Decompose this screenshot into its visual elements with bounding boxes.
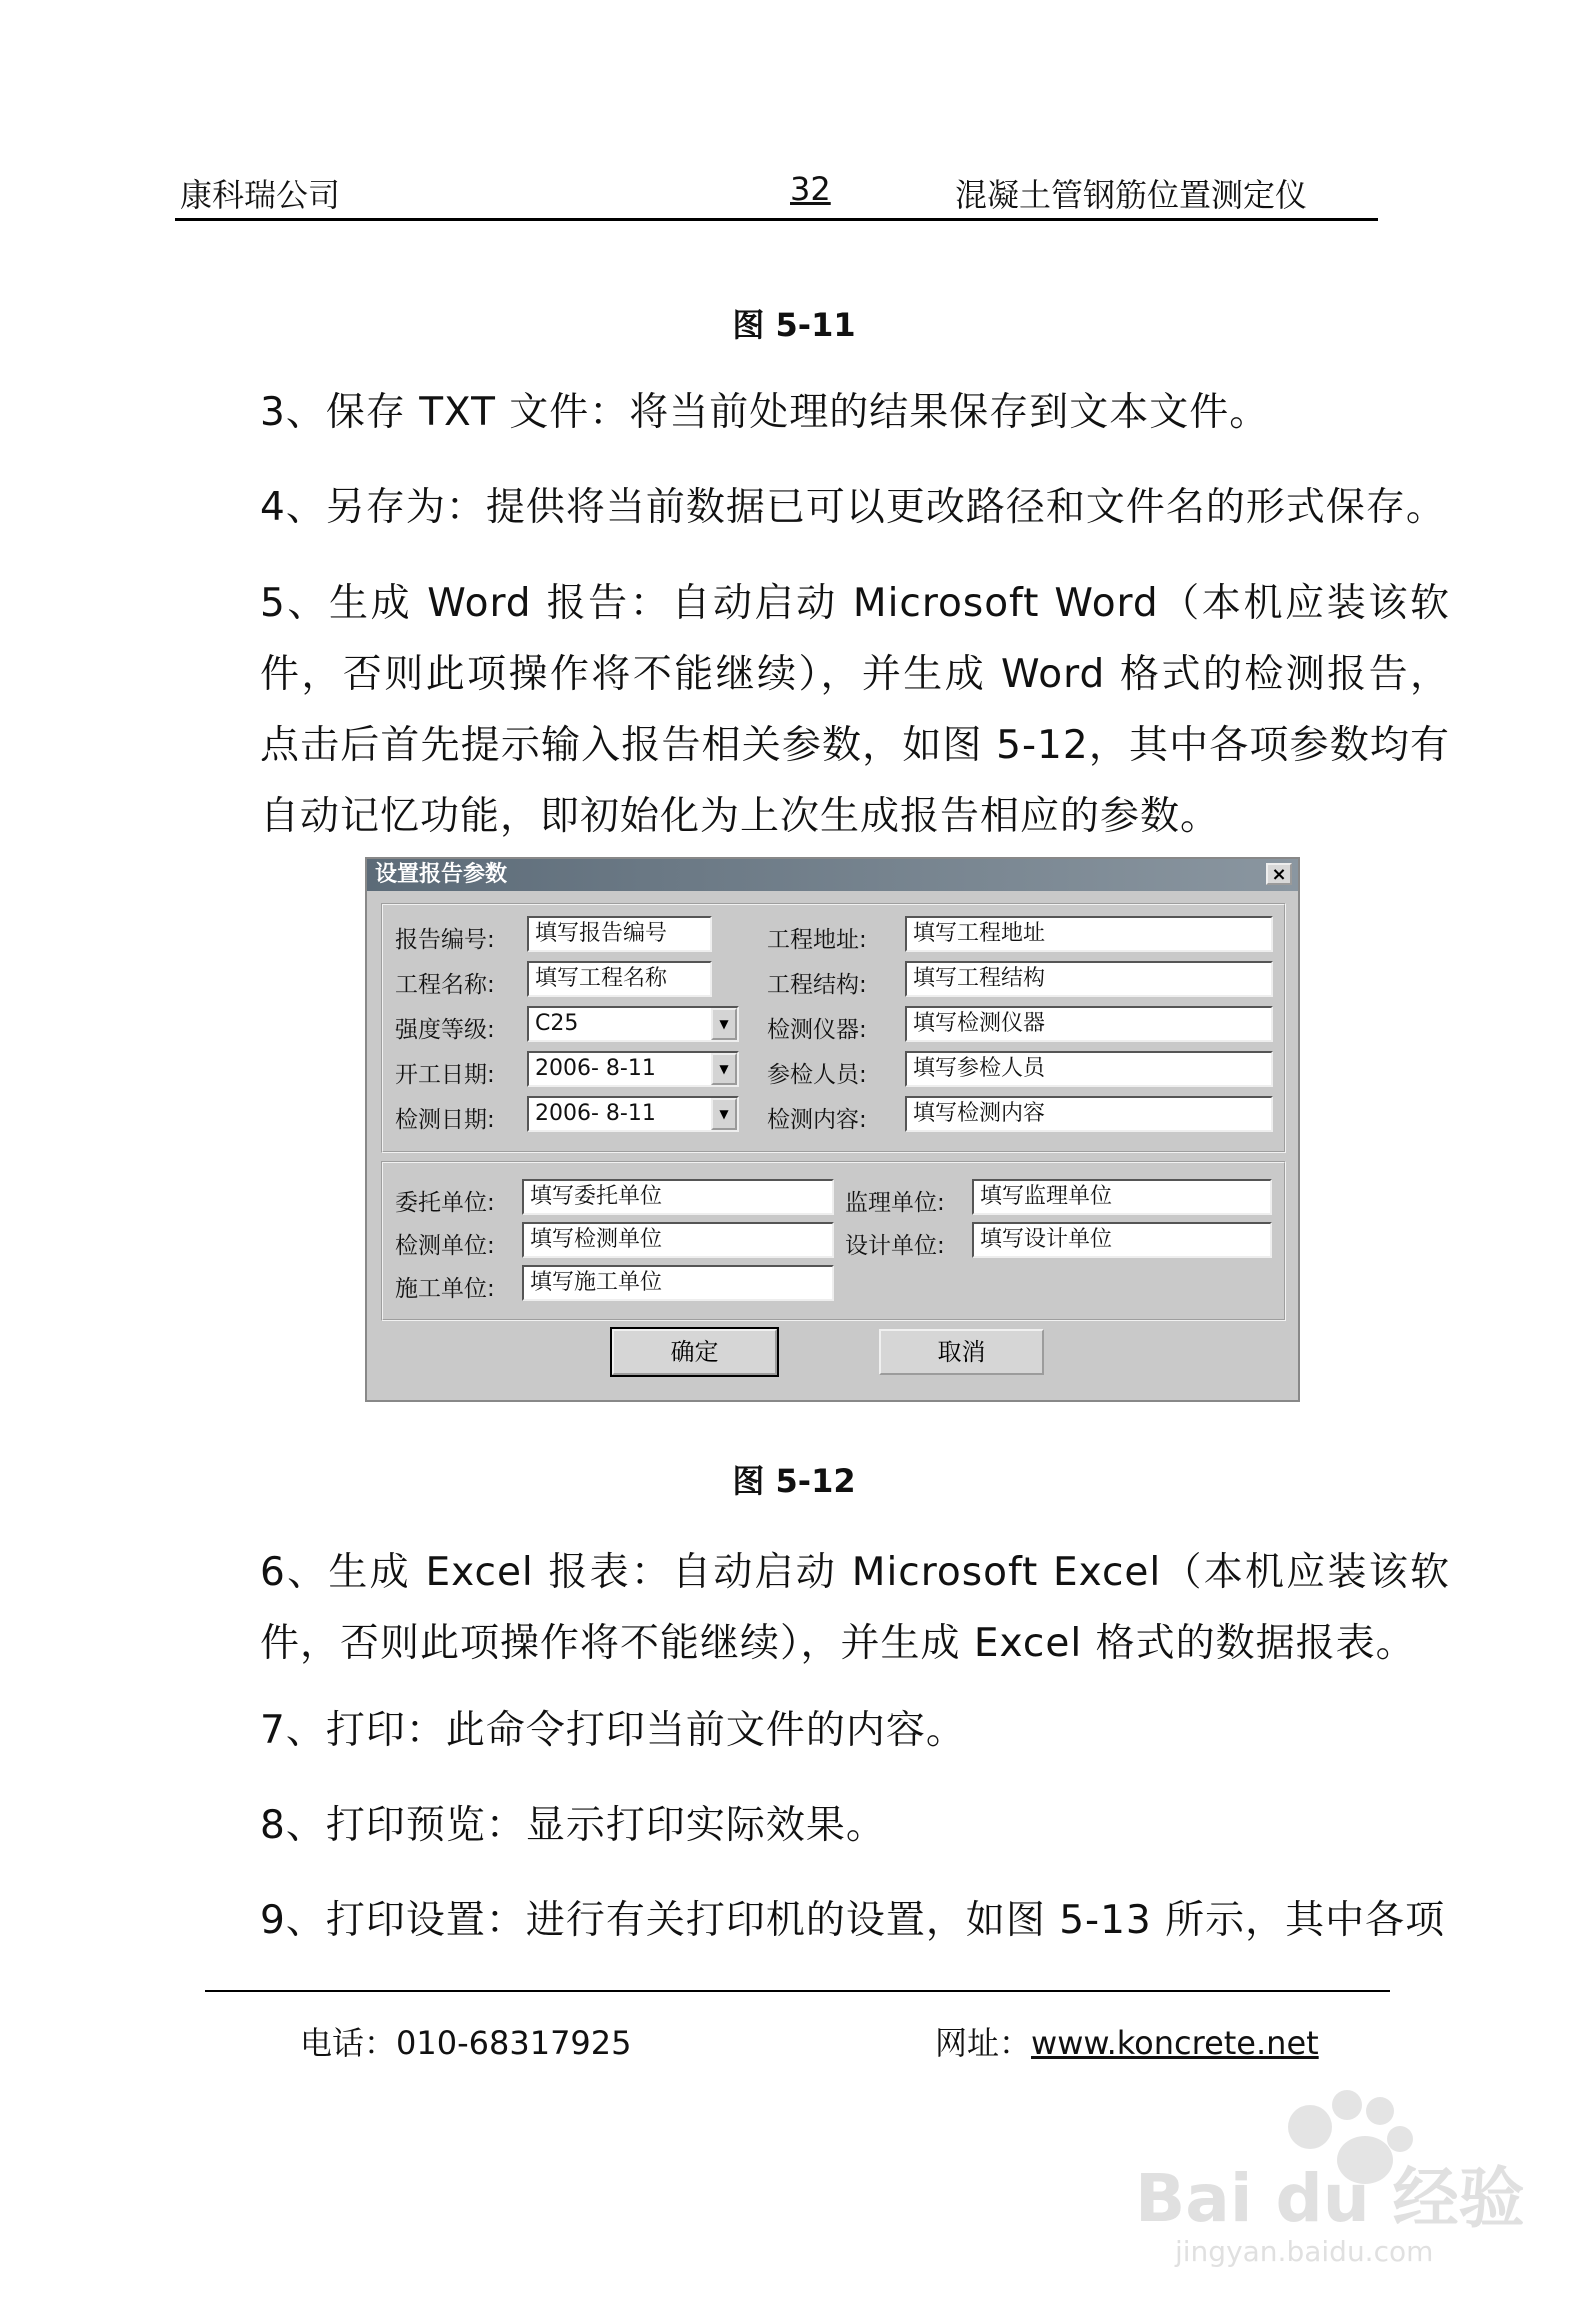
- header-company: 康科瑞公司: [180, 176, 341, 214]
- header-product: 混凝土管钢筋位置测定仪: [955, 176, 1308, 214]
- project-address-input[interactable]: 填写工程地址: [905, 916, 1273, 952]
- inspectors-input[interactable]: 填写参检人员: [905, 1051, 1273, 1087]
- footer-phone: 电话：010-68317925: [300, 2024, 632, 2062]
- field-label-report-no: 报告编号:: [395, 927, 495, 953]
- field-label-supervision-unit: 监理单位:: [845, 1190, 945, 1216]
- project-name-input[interactable]: 填写工程名称: [527, 961, 712, 997]
- field-label-project-address: 工程地址:: [767, 927, 867, 953]
- supervision-unit-input[interactable]: 填写监理单位: [972, 1179, 1272, 1215]
- strength-grade-value: C25: [535, 1011, 579, 1036]
- baidu-watermark: [1135, 2075, 1525, 2275]
- report-no-input[interactable]: 填写报告编号: [527, 916, 712, 952]
- paragraph-word-report: 5、生成 Word 报告：自动启动 Microsoft Word（本机应装该软件，否则此项操作将不能继续），并生成 Word 格式的检测报告，点击后首先提示输入报告相关参数，如图 5-12，其中各项参数均有自动记忆功能，即初始化为上次生成报告相应的参数。: [260, 581, 1450, 839]
- field-label-testing-unit: 检测单位:: [395, 1233, 495, 1259]
- test-instrument-input[interactable]: 填写检测仪器: [905, 1006, 1273, 1042]
- chevron-down-icon[interactable]: ▼: [711, 1053, 737, 1085]
- website-link[interactable]: www.koncrete.net: [1031, 2024, 1319, 2062]
- figure-caption-5-11: 图 5-11: [732, 306, 856, 344]
- project-structure-input[interactable]: 填写工程结构: [905, 961, 1273, 997]
- field-label-test-content: 检测内容:: [767, 1107, 867, 1133]
- figure-caption-5-12: 图 5-12: [732, 1462, 856, 1500]
- paragraph-print-preview: 8、打印预览：显示打印实际效果。: [260, 1803, 886, 1848]
- design-unit-input[interactable]: 填写设计单位: [972, 1222, 1272, 1258]
- test-date-value: 2006- 8-11: [535, 1101, 656, 1126]
- field-label-strength-grade: 强度等级:: [395, 1017, 495, 1043]
- start-date-picker[interactable]: [527, 1051, 739, 1087]
- paragraph-excel-report: 6、生成 Excel 报表：自动启动 Microsoft Excel（本机应装该软件，否则此项操作将不能继续），并生成 Excel 格式的数据报表。: [260, 1550, 1450, 1666]
- field-label-start-date: 开工日期:: [395, 1062, 495, 1088]
- header-page-number: 32: [790, 170, 831, 208]
- paragraph-save-txt: 3、保存 TXT 文件：将当前处理的结果保存到文本文件。: [260, 390, 1270, 435]
- footer-website: [935, 2018, 1319, 2064]
- report-settings-dialog: [365, 857, 1300, 1402]
- client-unit-input[interactable]: 填写委托单位: [522, 1179, 834, 1215]
- field-label-test-instrument: 检测仪器:: [767, 1017, 867, 1043]
- field-label-project-structure: 工程结构:: [767, 972, 867, 998]
- chevron-down-icon[interactable]: ▼: [711, 1098, 737, 1130]
- strength-grade-select[interactable]: [527, 1006, 739, 1042]
- watermark-brand: Bai du 经验: [1135, 2160, 1525, 2237]
- watermark-url: jingyan.baidu.com: [1175, 2235, 1434, 2268]
- paragraph-print: 7、打印：此命令打印当前文件的内容。: [260, 1708, 966, 1753]
- ok-button[interactable]: 确定: [612, 1329, 777, 1375]
- field-label-inspectors: 参检人员:: [767, 1062, 867, 1088]
- field-label-design-unit: 设计单位:: [845, 1233, 945, 1259]
- footer-rule: [205, 1990, 1390, 1992]
- footer-website-prefix: 网址：: [935, 2024, 1032, 2062]
- test-content-input[interactable]: 填写检测内容: [905, 1096, 1273, 1132]
- chevron-down-icon[interactable]: ▼: [711, 1008, 737, 1040]
- header-rule: [175, 218, 1378, 221]
- close-button[interactable]: ×: [1266, 863, 1292, 885]
- field-label-construction-unit: 施工单位:: [395, 1276, 495, 1302]
- paragraph-print-setup: 9、打印设置：进行有关打印机的设置，如图 5-13 所示，其中各项: [260, 1898, 1446, 1943]
- start-date-value: 2006- 8-11: [535, 1056, 656, 1081]
- paragraph-save-as: 4、另存为：提供将当前数据已可以更改路径和文件名的形式保存。: [260, 485, 1446, 530]
- dialog-title: 设置报告参数: [367, 859, 1298, 891]
- field-label-client: 委托单位:: [395, 1190, 495, 1216]
- field-label-test-date: 检测日期:: [395, 1107, 495, 1133]
- testing-unit-input[interactable]: 填写检测单位: [522, 1222, 834, 1258]
- construction-unit-input[interactable]: 填写施工单位: [522, 1265, 834, 1301]
- cancel-button[interactable]: 取消: [879, 1329, 1044, 1375]
- test-date-picker[interactable]: [527, 1096, 739, 1132]
- field-label-project-name: 工程名称:: [395, 972, 495, 998]
